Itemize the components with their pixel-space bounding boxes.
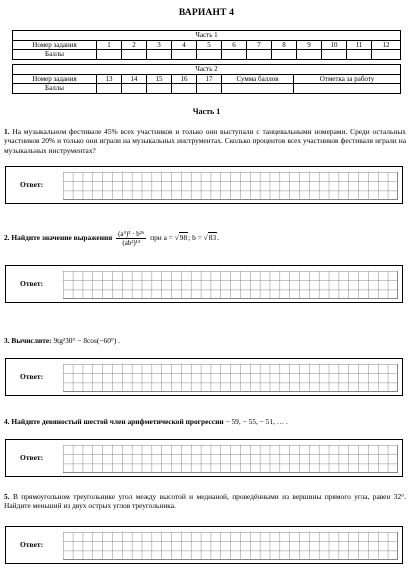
score-table-part2 <box>12 64 401 94</box>
condition-b-prefix: ; b = √ <box>188 233 208 243</box>
task-number: 2. <box>4 233 10 243</box>
table2-num: 14 <box>122 74 147 84</box>
table1-num: 10 <box>322 40 347 50</box>
task-expression: − 59, − 55, − 51, … . <box>225 417 288 426</box>
table2-score-label: Баллы <box>13 84 97 94</box>
table2-num: 16 <box>172 74 197 84</box>
table2-num: 17 <box>197 74 222 84</box>
table2-num: 13 <box>97 74 122 84</box>
answer-label: Ответ: <box>20 279 44 288</box>
table1-num: 7 <box>247 40 272 50</box>
table1-num: 9 <box>297 40 322 50</box>
task-number: 5. <box>4 492 10 501</box>
expression-fraction <box>116 230 146 247</box>
table1-num: 1 <box>97 40 122 50</box>
score-cell[interactable] <box>122 50 147 60</box>
score-cell[interactable] <box>272 50 297 60</box>
score-cell[interactable] <box>147 50 172 60</box>
task-lead: Найдите значение выражения <box>11 233 113 243</box>
task-number: 3. <box>4 336 10 345</box>
sum-cell[interactable] <box>222 84 294 94</box>
table1-num: 6 <box>222 40 247 50</box>
table1-num: 2 <box>122 40 147 50</box>
score-cell[interactable] <box>172 50 197 60</box>
score-cell[interactable] <box>372 50 401 60</box>
table1-num: 11 <box>347 40 372 50</box>
score-table-part1 <box>12 30 401 60</box>
score-cell[interactable] <box>97 84 122 94</box>
task-number: 4. <box>4 417 10 426</box>
score-cell[interactable] <box>97 50 122 60</box>
score-cell[interactable] <box>322 50 347 60</box>
radicand-b: 83 <box>208 233 217 243</box>
fraction-denominator: (ab²)¹³ <box>122 239 140 247</box>
answer-box-5 <box>5 526 403 564</box>
task-1 <box>4 127 406 155</box>
answer-label: Ответ: <box>20 372 44 381</box>
task-text: В прямоугольном треугольнике угол между высотой и медианой, проведёнными из вершины прямого угла, равен 32°. Найдите меньший из двух острых углов треугольника. <box>4 492 406 511</box>
table1-num: 3 <box>147 40 172 50</box>
task-lead: Вычислите: <box>11 336 52 345</box>
task-4 <box>4 417 406 426</box>
answer-grid[interactable] <box>63 532 398 560</box>
answer-label: Ответ: <box>20 180 44 189</box>
table1-task-label: Номер задания <box>13 40 97 50</box>
task-lead: Найдите девяностый шестой член арифметической прогрессии <box>11 417 224 426</box>
task-5 <box>4 492 406 511</box>
condition-end: . <box>217 233 219 243</box>
table1-num: 4 <box>172 40 197 50</box>
task-3 <box>4 336 406 345</box>
fraction-numerator: (a⁵)³ · b²⁶ <box>118 230 145 238</box>
table2-num: 15 <box>147 74 172 84</box>
table1-num: 8 <box>272 40 297 50</box>
answer-box-2 <box>5 265 403 303</box>
task-number: 1. <box>4 127 10 136</box>
answer-box-4 <box>5 439 403 477</box>
score-cell[interactable] <box>197 84 222 94</box>
answer-grid[interactable] <box>63 364 398 392</box>
variant-title: ВАРИАНТ 4 <box>178 8 235 18</box>
condition-a-prefix: при a = √ <box>150 233 179 243</box>
score-cell[interactable] <box>247 50 272 60</box>
score-cell[interactable] <box>122 84 147 94</box>
task-2 <box>4 230 406 247</box>
task-expression: 9tg²30° − 8cos(−60°) . <box>53 336 121 345</box>
answer-grid[interactable] <box>63 271 398 299</box>
score-cell[interactable] <box>347 50 372 60</box>
score-cell[interactable] <box>197 50 222 60</box>
task-text: На музыкальном фестивале 45% всех участников и только они выступали с танцевальными номерами. Среди остальных участников 20% и только они играли на музыкальных инструментах. Сколько процентов всех участников фестиваля играли на музыкальных инструментах? <box>4 127 406 155</box>
part1-title: Часть 1 <box>192 107 221 116</box>
answer-label: Ответ: <box>20 540 44 549</box>
table2-mark-label: Отметка за работу <box>294 74 401 84</box>
table1-num: 12 <box>372 40 401 50</box>
mark-cell[interactable] <box>294 84 401 94</box>
table1-score-label: Баллы <box>13 50 97 60</box>
score-cell[interactable] <box>297 50 322 60</box>
score-cell[interactable] <box>147 84 172 94</box>
table2-task-label: Номер задания <box>13 74 97 84</box>
table1-num: 5 <box>197 40 222 50</box>
answer-box-1 <box>5 166 403 204</box>
score-cell[interactable] <box>222 50 247 60</box>
table2-part-label: Часть 2 <box>13 65 401 75</box>
answer-grid[interactable] <box>63 445 398 473</box>
table1-part-label: Часть 1 <box>13 31 401 41</box>
task-condition <box>150 232 219 242</box>
answer-box-3 <box>5 358 403 396</box>
answer-grid[interactable] <box>63 172 398 200</box>
score-cell[interactable] <box>172 84 197 94</box>
table2-sum-label: Сумма баллов <box>222 74 294 84</box>
radicand-a: 98 <box>179 233 188 243</box>
answer-label: Ответ: <box>20 453 44 462</box>
